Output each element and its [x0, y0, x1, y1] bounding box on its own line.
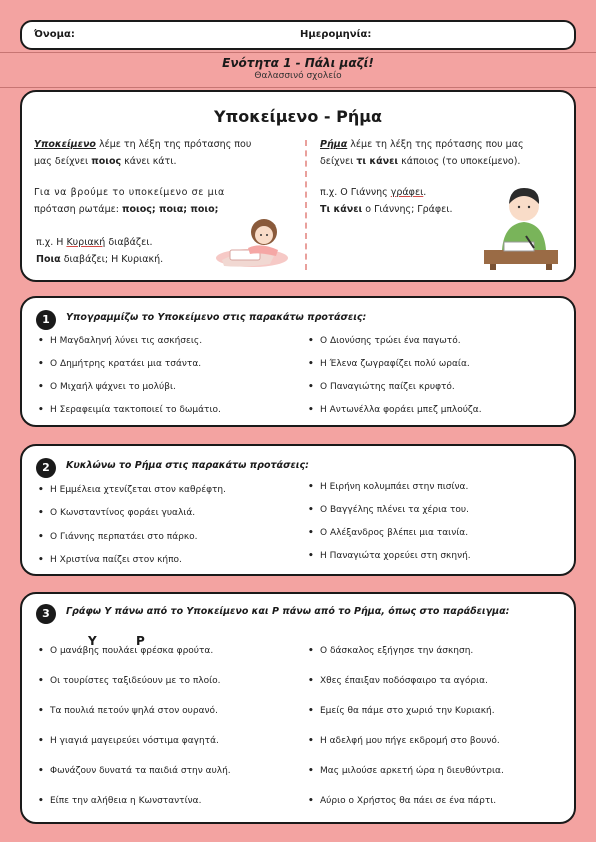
unit-band [0, 52, 596, 88]
sentence[interactable]: • Ο Μιχαήλ ψάχνει το μολύβι. [38, 382, 176, 392]
exercise-instruction: Υπογραμμίζω το Υποκείμενο στις παρακάτω προτάσεις: [66, 312, 367, 323]
verb-term: Ρήμα [320, 139, 348, 150]
theory-panel [20, 90, 576, 282]
sentence[interactable]: • Τα πουλιά πετούν ψηλά στον ουρανό. [38, 706, 218, 716]
sentence[interactable]: • Αύριο ο Χρήστος θα πάει σε ένα πάρτι. [308, 796, 496, 806]
sentence[interactable]: • Η αδελφή μου πήγε εκδρομή στο βουνό. [308, 736, 500, 746]
sentence[interactable]: • Η Μαγδαληνή λύνει τις ασκήσεις. [38, 336, 202, 346]
sentence[interactable]: • Η Παναγιώτα χορεύει στη σκηνή. [308, 551, 471, 561]
exercise-3-panel [20, 592, 576, 824]
boy-writing-illustration [482, 178, 562, 270]
subject-term: Υποκείμενο [34, 139, 96, 150]
subject-definition: Υποκείμενο λέμε τη λέξη της πρότασης που μας δείχνει ποιος κάνει κάτι. [34, 139, 252, 167]
sentence[interactable]: • Φωνάζουν δυνατά τα παιδιά στην αυλή. [38, 766, 231, 776]
verb-example-word: γράφει [390, 187, 424, 198]
sentence[interactable]: • Ο Δημήτρης κρατάει μια τσάντα. [38, 359, 201, 369]
verb-definition: Ρήμα λέμε τη λέξη της πρότασης που μας δείχνει τι κάνει κάποιος (το υποκείμενο). [320, 139, 524, 167]
name-label: Όνομα: [34, 29, 75, 40]
unit-subtitle: Θαλασσινό σχολείο [254, 71, 342, 81]
student-header [20, 20, 576, 50]
sentence[interactable]: • Ο Παναγιώτης παίζει κρυφτό. [308, 382, 455, 392]
sentence[interactable]: • Είπε την αλήθεια η Κωνσταντίνα. [38, 796, 201, 806]
sentence[interactable]: • Η Έλενα ζωγραφίζει πολύ ωραία. [308, 359, 470, 369]
exercise-number: 3 [36, 604, 56, 624]
sentence[interactable]: • Ο μανάβης πουλάει φρέσκα φρούτα. [38, 646, 213, 656]
sentence[interactable]: • Η Σεραφειμία τακτοποιεί το δωμάτιο. [38, 405, 221, 415]
exercise-1-panel [20, 296, 576, 427]
column-divider [305, 140, 309, 270]
exercise-instruction: Κυκλώνω το Ρήμα στις παρακάτω προτάσεις: [66, 460, 309, 471]
verb-mark: Ρ [136, 634, 145, 648]
subject-example-word: Κυριακή [66, 237, 106, 248]
sentence[interactable]: • Μας μιλούσε αρκετή ώρα η διευθύντρια. [308, 766, 504, 776]
sentence[interactable]: • Ο Αλέξανδρος βλέπει μια ταινία. [308, 528, 468, 538]
subject-example: π.χ. Η Κυριακή διαβάζει. Ποια διαβάζει; Η Κυριακή. [36, 237, 164, 265]
sentence[interactable]: • Η Αντωνέλλα φοράει μπεζ μπλούζα. [308, 405, 482, 415]
girl-reading-illustration [204, 210, 294, 272]
sentence[interactable]: • Οι τουρίστες ταξιδεύουν με το πλοίο. [38, 676, 221, 686]
exercise-number: 1 [36, 310, 56, 330]
exercise-2-panel [20, 444, 576, 576]
sentence[interactable]: • Η Ειρήνη κολυμπάει στην πισίνα. [308, 482, 468, 492]
subject-question-rule: Για να βρούμε το υποκείμενο σε μια πρόταση ρωτάμε: ποιος; ποια; ποιο; [34, 187, 225, 215]
sentence[interactable]: • Ο δάσκαλος εξήγησε την άσκηση. [308, 646, 473, 656]
sentence[interactable]: • Ο Κωνσταντίνος φοράει γυαλιά. [38, 508, 195, 518]
sentence[interactable]: • Ο Γιάννης περπατάει στο πάρκο. [38, 532, 198, 542]
verb-example: π.χ. Ο Γιάννης γράφει. Τι κάνει ο Γιάννης; Γράφει. [320, 187, 453, 215]
sentence[interactable]: • Ο Βαγγέλης πλένει τα χέρια του. [308, 505, 469, 515]
subject-mark: Υ [88, 634, 97, 648]
sentence[interactable]: • Η γιαγιά μαγειρεύει νόστιμα φαγητά. [38, 736, 219, 746]
sentence[interactable]: • Εμείς θα πάμε στο χωριό την Κυριακή. [308, 706, 495, 716]
date-label: Ημερομηνία: [300, 29, 372, 40]
unit-title: Ενότητα 1 - Πάλι μαζί! [222, 56, 374, 70]
sentence[interactable]: • Ο Διονύσης τρώει ένα παγωτό. [308, 336, 461, 346]
exercise-instruction: Γράφω Υ πάνω από το Υποκείμενο και Ρ πάνω από το Ρήμα, όπως στο παράδειγμα: [66, 606, 510, 617]
theory-title: Υποκείμενο - Ρήμα [214, 107, 382, 126]
sentence[interactable]: • Η Εμμέλεια χτενίζεται στον καθρέφτη. [38, 485, 226, 495]
exercise-number: 2 [36, 458, 56, 478]
sentence[interactable]: • Χθες έπαιξαν ποδόσφαιρο τα αγόρια. [308, 676, 488, 686]
sentence[interactable]: • Η Χριστίνα παίζει στον κήπο. [38, 555, 182, 565]
